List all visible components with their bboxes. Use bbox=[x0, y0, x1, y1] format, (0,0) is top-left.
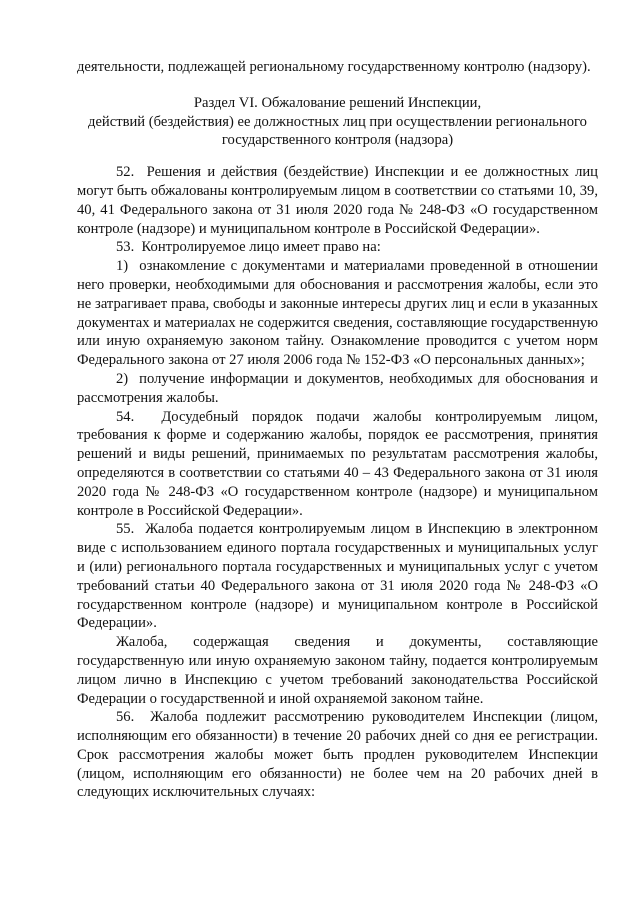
spacer bbox=[77, 150, 598, 163]
section-heading-line-2: действий (бездействия) ее должностных лиц при осуществлении регионального bbox=[88, 113, 587, 130]
spacer bbox=[77, 77, 598, 94]
paragraph-55: 55. Жалоба подается контролируемым лицом в Инспекцию в электронном виде с использованием единого портала государственных и муниципальных услуг и (или) регионального портала государственных и муниципальных услуг с учетом требований статьи 40 Федерального закона от 31 июля 2020 года № 248-ФЗ «О государственном контроле (надзоре) и муниципальном контроле в Российской Федерации». bbox=[77, 521, 598, 632]
paragraph-54: 54. Досудебный порядок подачи жалобы контролируемым лицом, требования к форме и содержанию жалобы, порядок ее рассмотрения, принятия решений и виды решений, принимаемых по результатам рассмотрения жалобы, определяются в соответствии со статьями 40 – 43 Федерального закона от 31 июля 2020 года № 248-ФЗ «О государственном контроле (надзоре) и муниципальном контроле в Российской Федерации». bbox=[77, 408, 598, 519]
document-page bbox=[77, 58, 598, 802]
paragraph-53: 53. Контролируемое лицо имеет право на: bbox=[116, 239, 381, 256]
section-heading-line-3: государственного контроля (надзора) bbox=[221, 132, 454, 149]
paragraph-53-item-1: 1) ознакомление с документами и материалами проведенной в отношении него проверки, необходимыми для обоснования и рассмотрения жалобы, если это не затрагивает права, свободы и законные интересы других лиц и если в указанных документах и материалах не содержится сведения, составляющие государственную или иную охраняемую законом тайну. Ознакомление проводится с учетом норм Федерального закона от 27 июля 2006 года № 152-ФЗ «О персональных данных»; bbox=[77, 258, 598, 369]
section-heading-line-1: Раздел VI. Обжалование решений Инспекции, bbox=[193, 94, 482, 111]
paragraph-56: 56. Жалоба подлежит рассмотрению руководителем Инспекции (лицом, исполняющим его обязанности) в течение 20 рабочих дней со дня ее регистрации. Срок рассмотрения жалобы может быть продлен руководителем Инспекции (лицом, исполняющим его обязанности) не более чем на 20 рабочих дней в следующих исключительных случаях: bbox=[77, 709, 598, 801]
paragraph-52: 52. Решения и действия (бездействие) Инспекции и ее должностных лиц могут быть обжалованы контролируемым лицом в соответствии со статьями 10, 39, 40, 41 Федерального закона от 31 июля 2020 года № 248-ФЗ «О государственном контроле (надзоре) и муниципальном контроле в Российской Федерации». bbox=[77, 164, 598, 237]
paragraph-55-continuation: Жалоба, содержащая сведения и документы, составляющие государственную или иную охраняемую законом тайну, подается контролируемым лицом лично в Инспекцию с учетом требований законодательства Российской Федерации о государственной и иной охраняемой законом тайне. bbox=[77, 634, 598, 707]
paragraph-53-item-2: 2) получение информации и документов, необходимых для обоснования и рассмотрения жалобы. bbox=[77, 370, 598, 406]
intro-paragraph: деятельности, подлежащей региональному государственному контролю (надзору). bbox=[77, 59, 591, 75]
section-heading bbox=[77, 94, 598, 150]
